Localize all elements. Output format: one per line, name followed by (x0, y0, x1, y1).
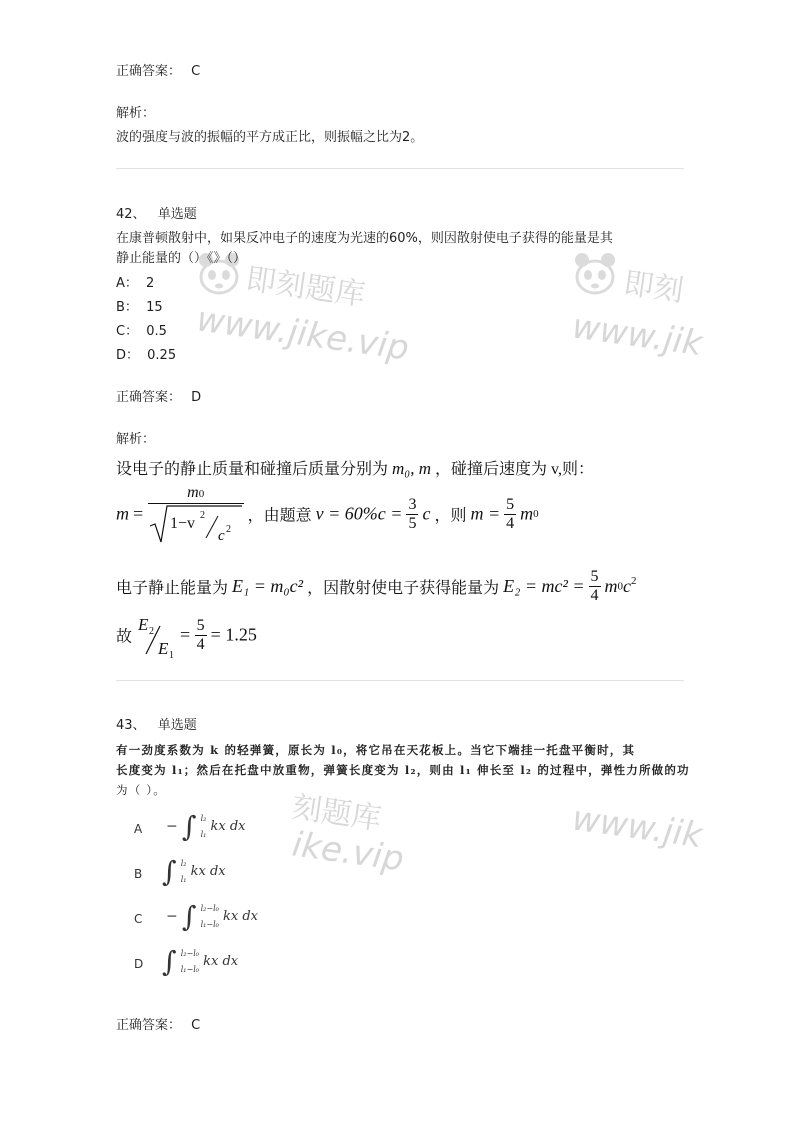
question-stem-line2: 静止能量的（）《》（） (116, 251, 247, 266)
panda-logo-icon (572, 250, 618, 300)
question-number: 42、 (116, 207, 146, 222)
solution-line4: 故 E 2 E 1 = $\frac{5}{4}$ = 1.25 (116, 612, 257, 658)
divider (116, 680, 684, 681)
svg-text:E: E (158, 639, 169, 658)
option-c-integral: − ∫ l₂−l₀ l₁−l₀ kx dx (166, 900, 258, 933)
watermark-url: www.jike.vip (194, 299, 412, 369)
divider (116, 168, 684, 169)
integral-body: kx dx (203, 954, 239, 969)
integral-body: kx dx (190, 864, 226, 879)
option-label: C： (116, 324, 139, 339)
integral-lower: l₁−l₀ (200, 919, 219, 929)
solution-text: ，碰撞后速度为 v,则： (434, 461, 594, 478)
option-value: 0.25 (147, 348, 177, 363)
analysis-label: 解析： (116, 106, 156, 121)
svg-text:2: 2 (149, 626, 155, 637)
solution-text: ，因散射使电子获得能量为 (307, 580, 500, 597)
option-b-integral: ∫ l₂ l₁ kx dx (162, 855, 226, 888)
solution-text: ，则 (434, 507, 467, 525)
option-value: 2 (146, 276, 155, 291)
option-a-label: A (134, 822, 143, 836)
answer-value: D (191, 390, 202, 405)
answer-label: 正确答案： (116, 1018, 182, 1033)
option-d-label: D (134, 957, 144, 971)
integral-upper: l₂−l₀ (180, 948, 199, 958)
svg-text:1: 1 (169, 650, 175, 661)
solution-text: ，由题意 (247, 507, 312, 525)
option-a-integral: − ∫ l₂ l₁ kx dx (166, 810, 246, 843)
option-d (116, 346, 176, 366)
solution-text: 电子静止能量为 (116, 580, 229, 597)
integral-lower: l₁ (200, 829, 207, 839)
solution-text: 设电子的静止质量和碰撞后质量分别为 (116, 461, 389, 478)
solution-line2: m = m0 1−v 2 c 2 ，由题意 v = 60%c = $\frac{3}{5}$ c ，则 m = $\frac{5}{4}$ m0 (116, 484, 539, 544)
integral-lower: l₁−l₀ (180, 964, 199, 974)
option-d-integral: ∫ l₂−l₀ l₁−l₀ kx dx (162, 945, 239, 978)
option-label: B： (116, 300, 138, 315)
solution-expr: E₁ = m₀c² (232, 576, 304, 596)
question-stem-line3: 为（ ）。 (116, 783, 166, 797)
watermark-url-cut2: ike.vip (289, 824, 407, 880)
svg-text:2: 2 (199, 510, 205, 521)
solution-line3: 电子静止能量为 E₁ = m₀c² ，因散射使电子获得能量为 E₂ = mc² = $\frac{5}{4}$ $m0c^2$ (116, 568, 637, 604)
watermark-brand-cut2: 刻题库 (289, 789, 384, 838)
option-c (116, 322, 167, 342)
option-value: 0.5 (146, 324, 167, 339)
integral-lower: l₁ (180, 874, 187, 884)
integral-sign: − (166, 908, 178, 925)
slash-fraction-icon (136, 612, 176, 661)
integral-body: kx dx (210, 819, 246, 834)
question-stem-line1: 在康普顿散射中，如果反冲电子的速度为光速的60%，则因散射使电子获得的能量是其 (116, 231, 613, 246)
watermark-url-cut: www.jik (569, 306, 705, 365)
question-number: 43、 (116, 718, 146, 733)
analysis-label: 解析： (116, 432, 156, 447)
solution-result: = 1.25 (210, 624, 257, 645)
question-stem-line1: 有一劲度系数为 k 的轻弹簧，原长为 l₀，将它吊在天花板上。当它下端挂一托盘平衡时，其 (116, 743, 636, 757)
solution-expr: E₂ = mc² = (503, 576, 585, 596)
option-b (116, 298, 163, 318)
svg-text:2: 2 (225, 524, 231, 535)
svg-text:E: E (138, 615, 149, 634)
option-c-label: C (134, 912, 143, 926)
integral-upper: l₂ (200, 813, 207, 823)
option-label: A： (116, 276, 138, 291)
answer-line-41 (116, 62, 200, 82)
svg-text:1−v: 1−v (169, 515, 195, 532)
analysis-text: 波的强度与波的振幅的平方成正比，则振幅之比为2。 (116, 130, 424, 145)
answer-value: C (191, 1018, 201, 1033)
sqrt-icon (148, 504, 244, 544)
answer-label: 正确答案： (116, 64, 182, 79)
integral-upper: l₂ (180, 858, 187, 868)
option-a (116, 274, 154, 294)
watermark-brand-cut: 即刻 (621, 265, 686, 309)
watermark-url-cut3: www.jik (569, 798, 705, 857)
question-type: 单选题 (157, 718, 197, 733)
question-header-43 (116, 716, 197, 736)
svg-text:c: c (217, 528, 225, 544)
solution-vars: m₀, m (392, 459, 431, 478)
answer-value: C (191, 64, 201, 79)
answer-line-42 (116, 388, 201, 408)
solution-text: 故 (116, 628, 133, 646)
answer-line-43 (116, 1016, 200, 1036)
answer-label: 正确答案： (116, 390, 182, 405)
option-label: D： (116, 348, 140, 363)
option-value: 15 (146, 300, 163, 315)
integral-sign: − (166, 818, 178, 835)
watermark-brand: 即刻题库 (243, 261, 368, 314)
integral-upper: l₂−l₀ (200, 903, 219, 913)
solution-line1 (116, 456, 594, 479)
question-header-42 (116, 205, 197, 225)
solution-expr: v = 60%c = (315, 503, 403, 524)
integral-body: kx dx (222, 909, 258, 924)
question-stem-line2: 长度变为 l₁；然后在托盘中放重物，弹簧长度变为 l₂，则由 l₁ 伸长至 l₂ 的过程中，弹性力所做的功 (116, 763, 690, 777)
question-type: 单选题 (157, 207, 197, 222)
option-b-label: B (134, 867, 143, 881)
